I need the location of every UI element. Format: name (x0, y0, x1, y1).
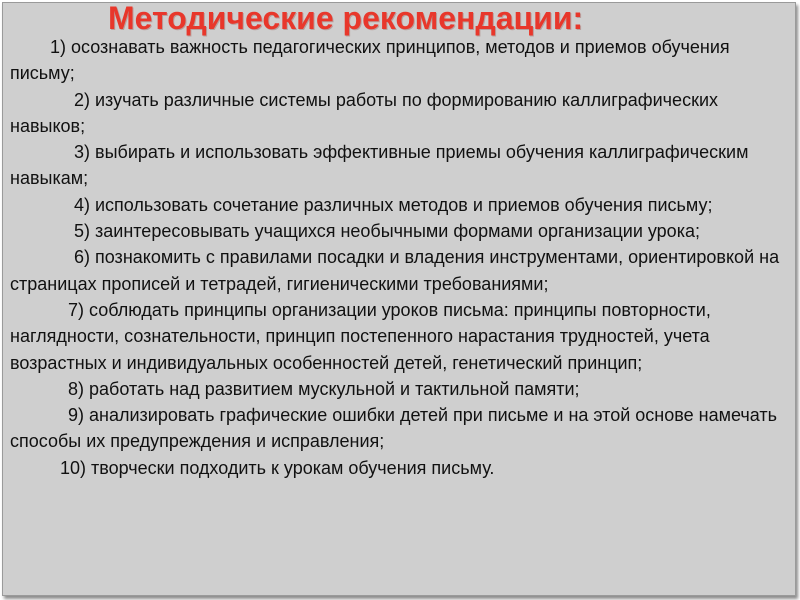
recommendation-item-3: 3) выбирать и использовать эффективные приемы обучения каллиграфическим навыкам; (10, 142, 749, 189)
recommendation-item-7: 7) соблюдать принципы организации уроков письма: принципы повторности, наглядности, сознательности, принцип постепенного нарастания трудностей, учета возрастных и индивидуальных особенностей детей, генетический принцип; (10, 299, 711, 373)
recommendation-item-1: 1) осознавать важность педагогических принципов, методов и приемов обучения письму; (10, 37, 730, 84)
recommendation-item-4: 4) использовать сочетание различных методов и приемов обучения письму; (74, 194, 713, 215)
recommendation-item-2: 2) изучать различные системы работы по формированию каллиграфических навыков; (10, 89, 718, 136)
recommendation-item-10: 10) творчески подходить к урокам обучения письму. (60, 457, 495, 478)
recommendation-item-5: 5) заинтересовывать учащихся необычными формами организации урока; (74, 221, 700, 242)
recommendations-list (10, 34, 780, 481)
recommendation-item-9: 9) анализировать графические ошибки детей при письме и на этой основе намечать способы их предупреждения и исправления; (10, 405, 777, 452)
recommendation-item-8: 8) работать над развитием мускульной и тактильной памяти; (68, 378, 580, 399)
recommendation-item-6: 6) познакомить с правилами посадки и владения инструментами, ориентировкой на страницах прописей и тетрадей, гигиеническими требованиями; (10, 247, 780, 294)
slide-title: Методические рекомендации: (108, 0, 584, 36)
